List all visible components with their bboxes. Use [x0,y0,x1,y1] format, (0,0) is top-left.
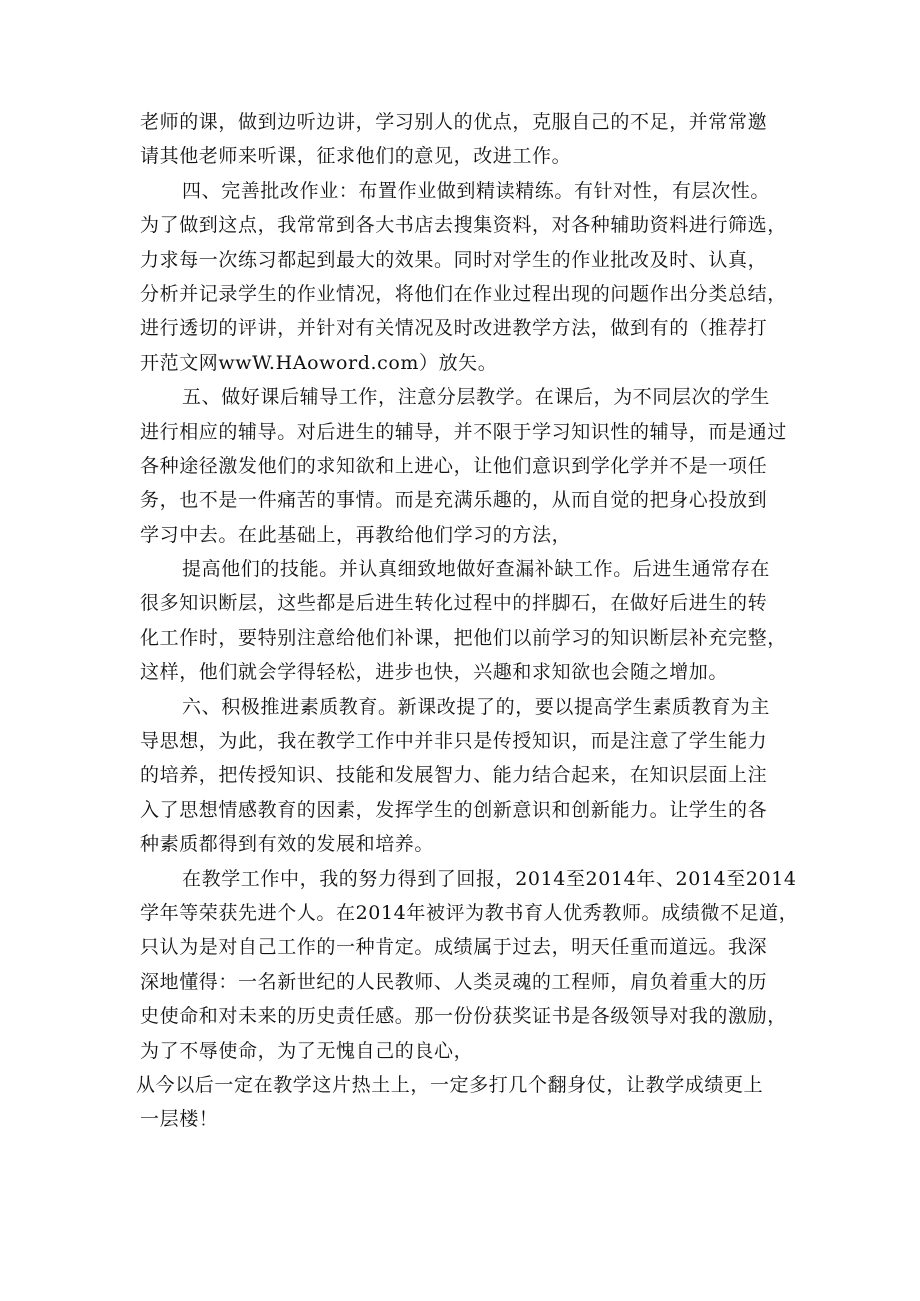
text-line: 为了做到这点，我常常到各大书店去搜集资料，对各种辅助资料进行筛选， [140,214,787,237]
text-line: 请其他老师来听课，征求他们的意见，改进工作。 [140,145,572,168]
text-line: 力求每一次练习都起到最大的效果。同时对学生的作业批改及时、认真， [140,248,768,271]
text-line: 深地懂得：一名新世纪的人民教师、人类灵魂的工程师，肩负着重大的历 [140,970,768,993]
text-line: 进行透切的评讲，并针对有关情况及时改进教学方法，做到有的（推荐打 [140,317,768,340]
text-line: 导思想，为此，我在教学工作中并非只是传授知识，而是注意了学生能力 [140,730,768,753]
text-line: 老师的课，做到边听边讲，学习别人的优点，克服自己的不足，并常常邀 [140,111,768,133]
text-line: 从今以后一定在教学这片热土上，一定多打几个翻身仗，让教学成绩更上 [136,1073,764,1096]
text-line: 化工作时，要特别注意给他们补课，把他们以前学习的知识断层补充完整， [140,626,787,649]
text-line: 入了思想情感教育的因素，发挥学生的创新意识和创新能力。让学生的各 [140,798,768,821]
text-line: 务，也不是一件痛苦的事情。而是充满乐趣的，从而自觉的把身心投放到 [140,489,768,512]
text-line: 种素质都得到有效的发展和培养。 [140,833,435,856]
text-line: 学习中去。在此基础上，再教给他们学习的方法， [140,523,572,546]
text-line: 这样，他们就会学得轻松，进步也快，兴趣和求知欲也会随之增加。 [140,661,729,684]
text-line: 只认为是对自己工作的一种肯定。成绩属于过去，明天任重而道远。我深 [140,936,768,959]
section-heading-line: 五、做好课后辅导工作，注意分层教学。在课后，为不同层次的学生 [182,386,771,409]
text-line: 为了不辱使命，为了无愧自己的良心， [140,1039,474,1062]
text-line: 一层楼！ [140,1108,219,1131]
paragraph-start-line: 在教学工作中，我的努力得到了回报，2014至2014年、2014至2014 [182,867,797,890]
text-line: 很多知识断层，这些都是后进生转化过程中的拌脚石，在做好后进生的转 [140,592,768,615]
text-line: 开范文网wwW.HAoword.com）放矢。 [140,351,498,374]
text-line: 史使命和对未来的历史责任感。那一份份获奖证书是各级领导对我的激励， [140,1005,787,1028]
section-heading-line: 四、完善批改作业：布置作业做到精读精练。有针对性，有层次性。 [182,179,771,202]
text-line: 进行相应的辅导。对后进生的辅导，并不限于学习知识性的辅导，而是通过 [140,420,787,443]
document-body [136,105,799,1137]
text-line: 的培养，把传授知识、技能和发展智力、能力结合起来，在知识层面上注 [140,764,768,787]
text-line: 各种途径激发他们的求知欲和上进心，让他们意识到学化学并不是一项任 [140,454,768,477]
text-line: 学年等荣获先进个人。在2014年被评为教书育人优秀教师。成绩微不足道， [140,901,799,924]
text-line: 分析并记录学生的作业情况，将他们在作业过程出现的问题作出分类总结， [140,282,787,305]
section-heading-line: 六、积极推进素质教育。新课改提了的，要以提高学生素质教育为主 [182,695,771,718]
paragraph-start-line: 提高他们的技能。并认真细致地做好查漏补缺工作。后进生通常存在 [182,558,771,581]
